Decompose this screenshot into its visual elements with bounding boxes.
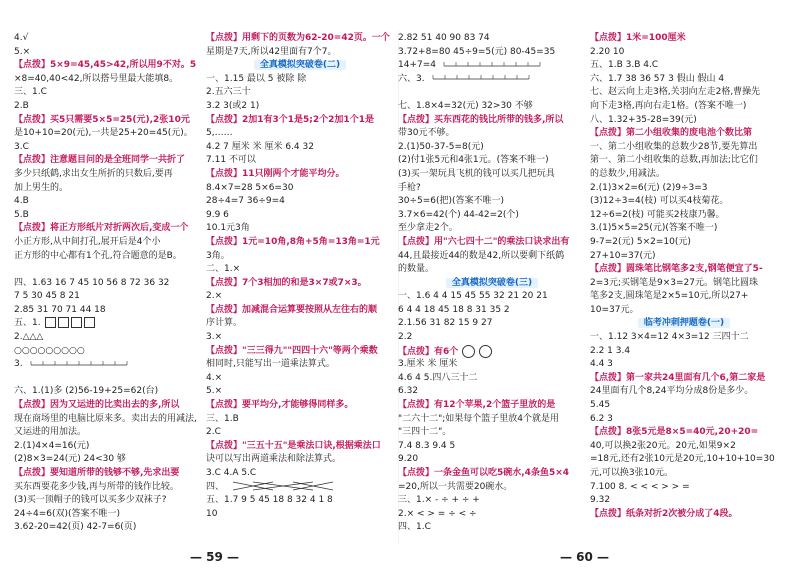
answer-line: 三、1.B	[206, 413, 239, 424]
answer-line: 的数量。	[398, 264, 435, 275]
answer-line: 2.(1)4×4=16(元)	[14, 440, 90, 451]
hint-line: 【点拨】将正方形纸片对折两次后,变成一个	[14, 223, 189, 234]
answer-line	[14, 263, 202, 277]
answer-line: 3.厘米 米 厘米	[398, 359, 458, 370]
answer-line: 3.(1)5×5=25(元)(答案不唯一)	[590, 223, 718, 234]
answer-line: 3.62-20=42(页) 42-7=6(页)	[14, 522, 137, 533]
answer-line: 四、1.63 16 7 45 10 56 8 72 36 32	[14, 277, 170, 288]
answer-line: 加上男生的。	[14, 182, 69, 193]
answer-line: (3)买一顶帽子的钱可以买多少双袜子?	[14, 495, 167, 506]
answer-line: 9-7=2(元) 5×2=10(元)	[590, 236, 691, 247]
answer-line: 又运进的用加法。	[14, 427, 87, 438]
hint-line: 【点拨】纸条对折2次被分成了4段。	[590, 508, 738, 519]
answer-line: 3.C 4.A 5.C	[206, 468, 257, 478]
answer-line: 30÷5=6(把)(答案不唯一)	[398, 196, 505, 207]
matching-lines-figure	[228, 481, 338, 491]
answer-line: 正方形的中心都有1个孔,符合题意的是B。	[14, 250, 182, 261]
answer-line: (3)12÷3=4(枝) 可以买4枝菊花。	[590, 196, 729, 207]
hint-line: 【点拨】5×9=45,45>42,所以用9不对。5	[14, 60, 197, 71]
page-number-right: — 60 —	[560, 550, 610, 564]
section-heading	[398, 277, 586, 291]
section-heading-text: 全真模拟突破卷(二)	[254, 60, 346, 70]
column-4	[590, 32, 778, 535]
answer-line: 带30元不够。	[398, 128, 455, 139]
answer-line: 9.9 6	[206, 209, 229, 220]
answer-line: 七、1.8×4=32(元) 32>30 不够	[398, 100, 533, 111]
answer-line: 二、1.×	[206, 264, 241, 275]
hint-line: 【点拨】圆珠笔比钢笔多2支,钢笔便宜了5-	[590, 264, 763, 275]
answer-line: 2.(1)50-37-5=8(元)	[398, 141, 484, 152]
answer-line: 6 4 4 18 45 18 8 31 35 2	[398, 304, 510, 315]
answer-line: 28÷4=7 36÷9=4	[206, 196, 285, 207]
answer-line: 10=37元。	[590, 304, 639, 315]
page-number-left: — 59 —	[190, 550, 240, 564]
answer-line: 10	[206, 508, 218, 519]
answer-line: 9.20	[398, 454, 419, 465]
hint-line: 【点拨】一条金鱼可以吃5碗水,4条鱼5×4	[398, 468, 570, 478]
face-icon	[462, 345, 475, 358]
answer-line: 2.△△△	[14, 332, 44, 343]
hint-line: 【点拨】8张5元是8×5=40元,20+20=	[590, 427, 759, 438]
answer-line: 6.2 3	[590, 413, 613, 424]
answer-line: 四、1.C	[398, 522, 431, 533]
section-heading-text: 临考冲刺押题卷(一)	[638, 318, 730, 328]
hint-line: 【点拨】买东西花的钱比所带的钱多,所以	[398, 114, 564, 125]
hint-line: 【点拨】1元=10角,8角+5角=13角=1元	[206, 236, 380, 247]
answer-line: 4.×	[206, 372, 223, 383]
answer-line: 5,……	[206, 128, 233, 139]
hint-line: 【点拨】7个3相加的和是3×7或7×3。	[206, 277, 367, 288]
hint-line: 【点拨】第二小组收集的废电池个数比第	[590, 128, 753, 139]
answer-line: 4.B	[14, 196, 29, 207]
answer-line: 2.× < > = ÷ < ÷	[398, 508, 477, 519]
answer-line: 27+10=37(元)	[590, 250, 656, 261]
answer-line: 12÷6=2(枝) 可能买2枝康乃馨。	[590, 209, 725, 220]
face-icon	[479, 345, 492, 358]
answer-line: 小正方形,从中间打孔,展开后是4个小	[14, 236, 161, 247]
answer-line: 元,可以换3张10元。	[590, 468, 674, 478]
answer-line: 7.100 8. < < < > > =	[590, 481, 690, 492]
hint-line: 【点拨】11只刚两个才能平均分。	[206, 168, 345, 179]
answer-line: 的总数少,用减法。	[590, 168, 665, 179]
answer-line: (2)8×3=24(元) 24<30 够	[14, 454, 126, 465]
answer-line: 2=3元;买钢笔是9×3=27元。钢笔比圆珠	[590, 277, 759, 288]
answer-line: 一、1.6 4 4 15 45 55 32 21 20 21	[398, 291, 548, 302]
answer-line: "三四十二"。	[398, 427, 452, 438]
hint-line: 【点拨】第一家共24里面有几个6,第二家是	[590, 372, 766, 383]
answer-line: 5.×	[14, 46, 31, 57]
answer-line: 9.32	[590, 495, 611, 506]
answer-line: 3.72+8=80 45÷9=5(元) 80-45=35	[398, 46, 556, 57]
answer-line: (3)买一架玩具飞机的钱可以买几把玩具	[398, 168, 555, 179]
grid-cells-figure	[45, 318, 97, 328]
answer-line	[14, 372, 202, 386]
answer-line: 六、1.7 38 36 57 3 假山 假山 4	[590, 73, 725, 84]
answer-line: 4.√	[14, 33, 29, 43]
answer-line: 2.B	[14, 100, 29, 111]
column-2	[206, 32, 394, 535]
answer-line: 7.4 8.3 9.4 5	[398, 440, 456, 451]
answer-line: 3.×	[206, 332, 223, 343]
answer-line: 向下走3格,再向右走1格。(答案不唯一)	[590, 100, 747, 111]
answer-line: 六、3.	[398, 73, 586, 87]
answer-line: 7 5 30 45 8 21	[14, 291, 80, 302]
answer-line: 一、1.15 最以 5 被除 除	[206, 73, 307, 84]
answer-line: 第一、第二小组收集的总数,再加法;比它们	[590, 155, 758, 166]
answer-line: =18元,还有2张10元是20元,10+10+10=30	[590, 454, 775, 465]
answer-line: 8.4×7=28 5×6=30	[206, 182, 294, 193]
answer-line: 40,可以换2张20元。20元,如果9×2	[590, 440, 736, 451]
grid-cell	[71, 317, 82, 328]
ruler-figure	[429, 73, 539, 83]
answer-line: 相同时,只能写出一道乘法算式。	[206, 359, 335, 370]
answer-line: 4.2 7 厘米 米 厘米 6.4 32	[206, 141, 314, 152]
hint-line: 【点拨】因为又运进的比卖出去的多,所以	[14, 400, 180, 411]
answer-line: 现在商场里的电脑比原来多。卖出去的用减法,	[14, 413, 197, 424]
answer-line: 序计算。	[206, 318, 243, 329]
answer-line: 14+7=4	[398, 59, 586, 73]
grid-cell	[45, 317, 56, 328]
hint-line: 【点拨】1米=100厘米	[590, 33, 686, 43]
hint-line: 【点拨】注意题目问的是全班同学一共折了	[14, 155, 186, 166]
answer-line: 2.85 31 70 71 44 18	[14, 304, 106, 315]
answer-line: 2.五六三十	[206, 87, 251, 98]
answer-line: 七、赵云向上走3格,关羽向左走2格,曹操先	[590, 87, 761, 98]
hint-line: 【点拨】用"六七四十二"的乘法口诀求出有	[398, 236, 570, 247]
answer-line: 44,且最接近44的数是42,所以要剩下纸鹤	[398, 250, 565, 261]
answer-line: 4.6 4 5.四八三十二	[398, 372, 478, 383]
answer-line: 五、1.B 3.B 4.C	[590, 60, 659, 71]
answer-line: =20,所以一共需要20碗水。	[398, 481, 513, 492]
answer-line: 三、1.C	[14, 87, 47, 98]
answer-line: 3.7×6=42(个) 44-42=2(个)	[398, 209, 519, 220]
answer-line: 5.B	[14, 209, 29, 220]
answer-line: 一、第二小组收集的总数少28节,要先算出	[590, 141, 758, 152]
answer-line: 手枪?	[398, 182, 421, 193]
section-heading-text: 全真模拟突破卷(三)	[446, 278, 538, 288]
ruler-figure	[27, 359, 137, 369]
answer-line: 3角。	[206, 250, 230, 261]
answer-line: 一、1.12 3×4=12 4×3=12 三四十二	[590, 332, 749, 343]
answer-line: 八、1.32+35-28=39(元)	[590, 114, 697, 125]
answer-line: ×8=40,40<42,所以搭号里最大能填8。	[14, 73, 179, 84]
ruler-figure	[440, 60, 550, 70]
hint-line: 【点拨】用剩下的页数为62-20=42页。一个	[206, 33, 390, 43]
answer-line: 三、1.× - ÷ + ÷ +	[398, 495, 480, 506]
answer-line: 2.C	[206, 427, 221, 438]
hint-line: 【点拨】买5只需要5×5=25(元),2张10元	[14, 114, 190, 125]
answer-line: 2.2 1 3.4	[590, 345, 631, 356]
answer-line: 2.2	[398, 332, 413, 343]
answer-line: 3.	[14, 358, 202, 372]
answer-line: 2.20 10	[590, 46, 625, 57]
column-1	[14, 32, 202, 535]
hint-line: 【点拨】有12个苹果,2个篮子里放的是	[398, 400, 556, 411]
answer-line	[590, 521, 778, 535]
answer-line: 四、	[206, 481, 394, 495]
answer-line: 24里面有几个8,24平均分成8份是多少。	[590, 386, 754, 397]
answer-line: 2.82 51 40 90 83 74	[398, 33, 490, 43]
answer-line: "二六十二";如果每个篮子里放4个就是用	[398, 413, 560, 424]
grid-cell	[84, 317, 95, 328]
answer-line: 笔多2支,圆珠笔是2×5=10元,所以27+	[590, 291, 749, 302]
answer-line: 是10+10=20(元),一共是25+20=45(元)。	[14, 128, 193, 139]
answer-line: 3.C	[14, 141, 29, 152]
answer-line: 五、1.	[14, 317, 202, 331]
answer-line: (2)付1张5元和4张1元。(答案不唯一)	[398, 155, 549, 166]
answer-line: 5.45	[590, 400, 611, 411]
answer-line: 2.×	[206, 291, 223, 302]
answer-line: 2.1.56 31 82 15 9 27	[398, 318, 493, 329]
answer-line: 6.32	[398, 386, 419, 397]
hint-line: 【点拨】加减混合运算要按照从左往右的顺	[206, 304, 378, 315]
hint-line: 【点拨】2加1有3个1是5;2个2加1个1是	[206, 114, 374, 125]
section-heading	[590, 317, 778, 331]
answer-line: 24÷4=6(双)(答案不唯一)	[14, 508, 121, 519]
answer-line: 六、1.(1)多 (2)56-19+25=62(台)	[14, 386, 159, 397]
answer-line: 10.1元3角	[206, 223, 250, 234]
answer-line: 3.2 3(或2 1)	[206, 100, 260, 111]
answer-line: 诀可以写出两道乘法和除法算式。	[206, 454, 342, 465]
answer-line: 多少只纸鹤,求出女生所折的只数后,要再	[14, 168, 173, 179]
hint-line: 【点拨】有6个	[398, 345, 586, 359]
answer-line: 星期是7天,所以42里面有7个7。	[206, 46, 337, 57]
answer-line: 2.(1)3×2=6(元) (2)9÷3=3	[590, 182, 708, 193]
answer-line: 五、1.7 9 5 45 18 8 32 4 1 8	[206, 495, 333, 506]
hint-line: 【点拨】"三三得九""四四十六"等两个乘数	[206, 345, 378, 356]
answer-line: 买东西要花多少钱,再与所带的钱作比较。	[14, 481, 179, 492]
column-3	[398, 32, 586, 535]
answer-line: 4.4 3	[590, 359, 613, 370]
answer-line: ○○○○○○○○○	[14, 345, 85, 356]
answer-line	[398, 86, 586, 100]
hint-line: 【点拨】要平均分,才能够得同样多。	[206, 400, 354, 411]
answer-line	[206, 521, 394, 535]
smiley-faces-figure	[462, 347, 496, 357]
hint-line: 【点拨】要知道所带的钱够不够,先求出要	[14, 468, 180, 478]
section-heading	[206, 59, 394, 73]
answer-line: 至少拿走2个。	[398, 223, 458, 234]
grid-cell	[58, 317, 69, 328]
answer-line: 5.×	[206, 386, 223, 397]
answer-line: 7.11 不可以	[206, 155, 256, 166]
hint-line: 【点拨】"三五十五"是乘法口诀,根据乘法口	[206, 440, 381, 451]
